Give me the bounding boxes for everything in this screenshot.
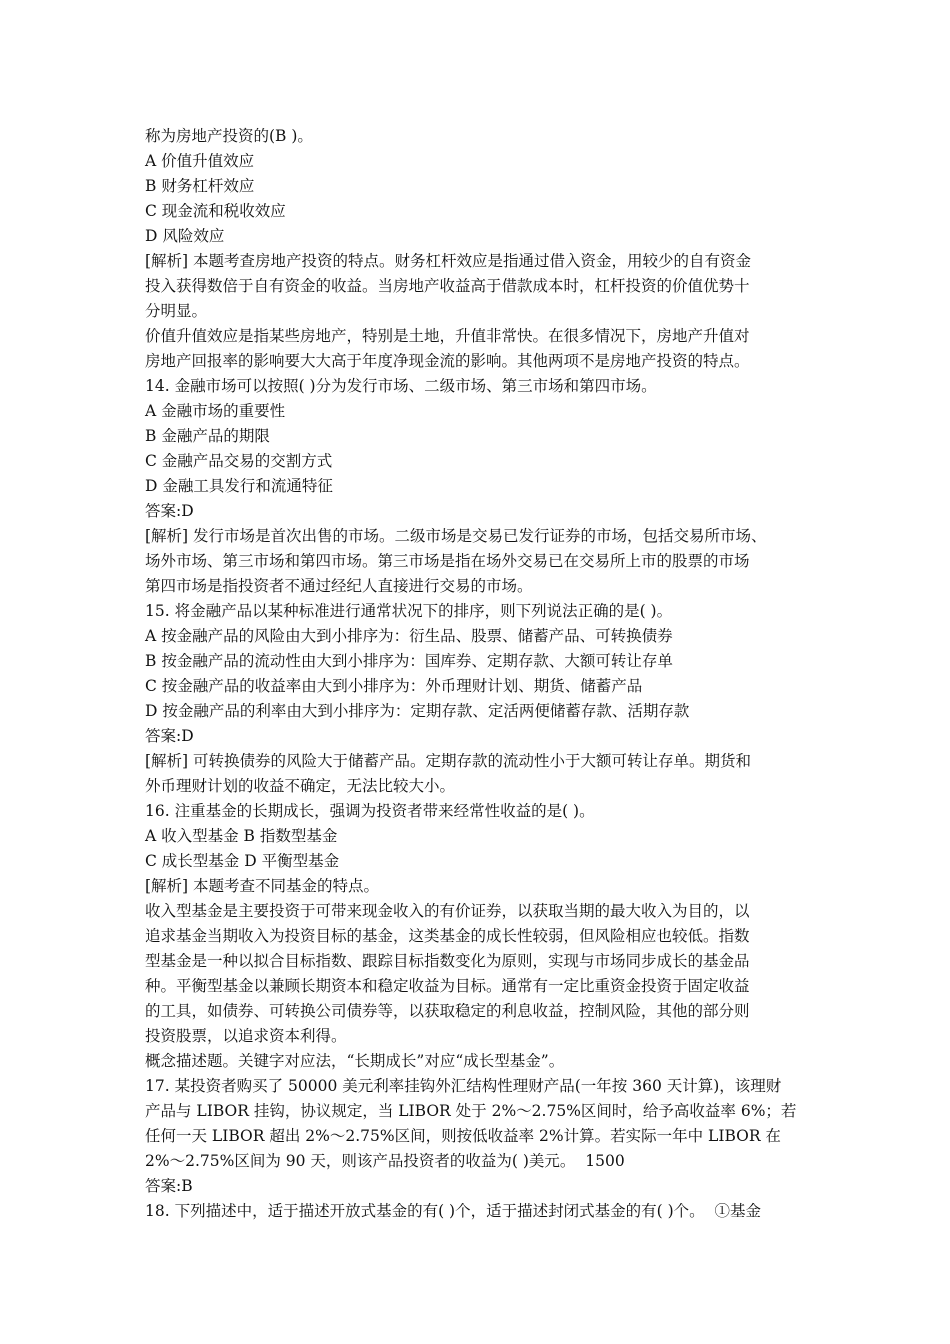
text-line: 产品与 LIBOR 挂钩，协议规定，当 LIBOR 处于 2%～2.75%区间时，给予高收益率 6%；若: [145, 1102, 797, 1120]
text-line: C 成长型基金 D 平衡型基金: [145, 852, 340, 870]
text-line: 投资股票，以追求资本利得。: [145, 1027, 347, 1045]
text-line: [解析] 可转换债券的风险大于储蓄产品。定期存款的流动性小于大额可转让存单。期货和: [145, 752, 752, 770]
text-line: 场外市场、第三市场和第四市场。第三市场是指在场外交易已在交易所上市的股票的市场: [145, 552, 750, 570]
text-line: D 金融工具发行和流通特征: [145, 477, 333, 495]
text-line: 14. 金融市场可以按照( )分为发行市场、二级市场、第三市场和第四市场。: [145, 377, 657, 395]
text-line: 称为房地产投资的(B )。: [145, 127, 313, 145]
text-line: A 价值升值效应: [145, 152, 255, 170]
text-line: 房地产回报率的影响要大大高于年度净现金流的影响。其他两项不是房地产投资的特点。: [145, 352, 750, 370]
text-line: 答案:D: [145, 502, 194, 520]
text-line: 追求基金当期收入为投资目标的基金，这类基金的成长性较弱，但风险相应也较低。指数: [145, 927, 750, 945]
text-line: [解析] 本题考查不同基金的特点。: [145, 877, 380, 895]
text-line: 分明显。: [145, 302, 208, 320]
text-line: [解析] 本题考查房地产投资的特点。财务杠杆效应是指通过借入资金，用较少的自有资金: [145, 252, 752, 270]
text-line: A 按金融产品的风险由大到小排序为：衍生品、股票、储蓄产品、可转换债券: [145, 627, 673, 645]
text-line: D 按金融产品的利率由大到小排序为：定期存款、定活两便储蓄存款、活期存款: [145, 702, 690, 720]
text-line: C 金融产品交易的交割方式: [145, 452, 333, 470]
text-line: 2%～2.75%区间为 90 天，则该产品投资者的收益为( )美元。 1500: [145, 1152, 625, 1170]
text-line: 17. 某投资者购买了 50000 美元利率挂钩外汇结构性理财产品(一年按 360 天计算)，该理财: [145, 1077, 782, 1095]
text-line: 第四市场是指投资者不通过经纪人直接进行交易的市场。: [145, 577, 533, 595]
text-line: D 风险效应: [145, 227, 225, 245]
text-line: 18. 下列描述中，适于描述开放式基金的有( )个，适于描述封闭式基金的有( )个。 ①基金: [145, 1202, 761, 1220]
text-line: 价值升值效应是指某些房地产，特别是土地，升值非常快。在很多情况下，房地产升值对: [145, 327, 750, 345]
text-line: 任何一天 LIBOR 超出 2%～2.75%区间，则按低收益率 2%计算。若实际一年中 LIBOR 在: [145, 1127, 781, 1145]
text-line: 外币理财计划的收益不确定，无法比较大小。: [145, 777, 456, 795]
text-line: B 财务杠杆效应: [145, 177, 255, 195]
text-line: 的工具，如债券、可转换公司债券等，以获取稳定的利息收益，控制风险，其他的部分则: [145, 1002, 750, 1020]
text-line: B 按金融产品的流动性由大到小排序为：国库券、定期存款、大额可转让存单: [145, 652, 673, 670]
text-line: 投入获得数倍于自有资金的收益。当房地产收益高于借款成本时，杠杆投资的价值优势十: [145, 277, 750, 295]
text-line: 概念描述题。关键字对应法，“长期成长”对应“成长型基金”。: [145, 1052, 565, 1070]
text-line: 种。平衡型基金以兼顾长期资本和稳定收益为目标。通常有一定比重资金投资于固定收益: [145, 977, 750, 995]
text-line: A 收入型基金 B 指数型基金: [145, 827, 338, 845]
text-line: B 金融产品的期限: [145, 427, 270, 445]
text-line: 型基金是一种以拟合目标指数、跟踪目标指数变化为原则，实现与市场同步成长的基金品: [145, 952, 750, 970]
text-line: 答案:B: [145, 1177, 193, 1195]
text-line: [解析] 发行市场是首次出售的市场。二级市场是交易已发行证券的市场，包括交易所市场、: [145, 527, 767, 545]
text-line: A 金融市场的重要性: [145, 402, 286, 420]
document-page: [145, 124, 813, 1224]
text-line: 答案:D: [145, 727, 194, 745]
text-line: 15. 将金融产品以某种标准进行通常状况下的排序，则下列说法正确的是( )。: [145, 602, 673, 620]
text-line: 16. 注重基金的长期成长，强调为投资者带来经常性收益的是( )。: [145, 802, 595, 820]
text-line: 收入型基金是主要投资于可带来现金收入的有价证券，以获取当期的最大收入为目的，以: [145, 902, 750, 920]
text-line: C 现金流和税收效应: [145, 202, 286, 220]
text-line: C 按金融产品的收益率由大到小排序为：外币理财计划、期货、储蓄产品: [145, 677, 643, 695]
